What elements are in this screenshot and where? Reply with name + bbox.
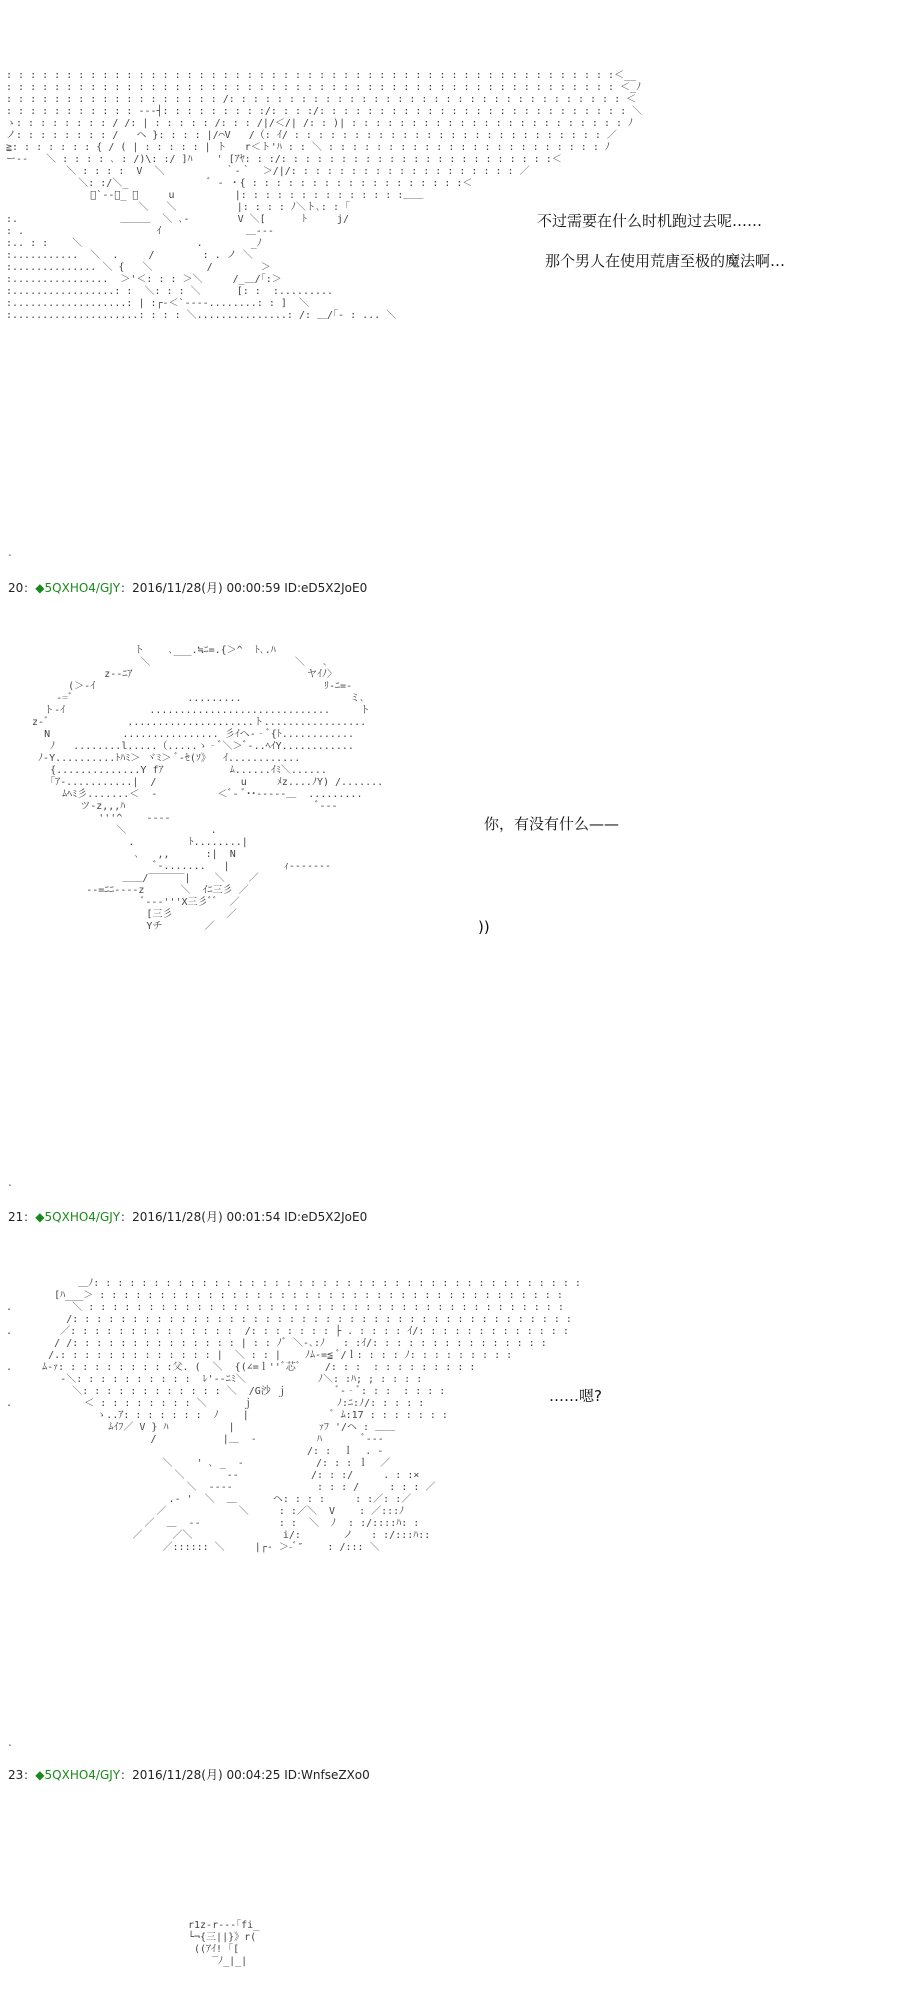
dialogue-line: 那个男人在使用荒唐至极的魔法啊…: [545, 252, 786, 270]
dialogue-line: 你，有没有什么——: [484, 815, 620, 833]
post-header-21: [8, 1209, 367, 1225]
post-meta: ：2016/11/28(月) 00:01:54 ID:eD5X2JoE0: [120, 1210, 368, 1224]
poster-name[interactable]: 5QXHO4/GJY: [44, 1768, 121, 1782]
post-number: 23：: [8, 1768, 36, 1782]
post-header-23: [8, 1767, 370, 1783]
separator-dot: .: [8, 1175, 12, 1189]
dialogue-line: 不过需要在什么时机跑过去呢……: [537, 212, 763, 230]
trip-diamond-icon: ◆: [35, 1768, 45, 1782]
post-number: 20：: [8, 581, 36, 595]
post-meta: ：2016/11/28(月) 00:00:59 ID:eD5X2JoE0: [120, 581, 368, 595]
poster-name[interactable]: 5QXHO4/GJY: [44, 1210, 121, 1224]
trip-diamond-icon: ◆: [35, 581, 45, 595]
separator-dot: .: [8, 1735, 12, 1749]
post-meta: ：2016/11/28(月) 00:04:25 ID:WnfseZXo0: [120, 1768, 370, 1782]
poster-name[interactable]: 5QXHO4/GJY: [44, 581, 121, 595]
post-number: 21：: [8, 1210, 36, 1224]
ascii-art-panel-3: ＿ﾉ: : : : : : : : : : : : : : : : : : : : : : : : : : : : : : : : : : : : : : : : : [ﾊ___＞ : : : : : : : : : : : : : : : : : : : : : : : : : : : : : : : : : : : : : : : . ＼ : : : : : : : : : : : : : : : : : : : : : : : : : : : : : : : : : : : : : : : : /: : : : : : : : : : : : : : : : : : : : : : : : : : : : : : : : : : : : : : : : : : . ／: : : : : : : : : : : : : : /: : : : : : : ├ . : : : : ｲ/: : : : : : : : : : : : : / /: : : : : : : : : : : : : : | : : ﾉﾞ ＼‐､:ﾉ : :ｲ/: : : : : : : : : : : : : : : /.: : : : : : : : : : : : : | ＼ : : | ﾉﾑ‐=≦ ﾞ/ｌ: : : : ﾉ: : : : : : : : : . ﾑ‐ｧ: : : : : : : : : :父. ( ＼ {(∠=ｌ''ﾞ芯ﾞ /: : : : : : : : : : : : ‐＼: : : : : : : : : : ﾚ'‐‐ﾆﾐ＼ ﾉ＼: :ﾊ; ; : : : : ＼: : : : : : : : : : : : ＼ /G沙 ｊ ﾞ‐‐ﾞ: : : : : : : . ＜ : : : : : : : : ＼ ｊ ﾉ:ﾆ:ﾉ/: : : : : ゝ..ｱ: : : : : : : ﾉ | ﾞ ﾑ:17 : : : : : : : ﾑｲﾌ／ V } ﾊ | ｧﾌ '/ヘ : ＿＿ / |＿ - ﾊ ﾞ‐‐‐ /: : ｌ . - ＼ ' ､ _ ‐ /: : : ｌ ／ ＼ ‐‐ /: : :/ . : :× ＼ ‐‐‐‐ : : : / : : : ／ .‐ ' ＼ ＿ ヘ: : : : : :／: :／ ／ ＼ : :／＼ V : ／:::ﾉ ／ ＿ ‐‐ : : ＼ ﾉ : :/::::ﾊ: : ／ ／＼ i/: ノ : :/:::ﾊ:: ／:::::: ＼ |┌‐ ＞-ﾞ″ : /::: ＼: [6, 1278, 581, 1553]
trip-diamond-icon: ◆: [35, 1210, 45, 1224]
post-header-20: [8, 580, 367, 596]
separator-dot: .: [8, 545, 12, 559]
ascii-art-panel-1: : : : : : : : : : : : : : : : : : : : : : : : : : : : : : : : : : : : : : : : : : : : : : : : : : : :＜__ : : : : : : : : : : : : : : : : : : : : : : : : : : : : : : : : : : : : : : : : : : : : : : : : : : : ＜_ﾉ : : : : : : : : : : : : : : : : : : /: : : : : : : : : : : : : : : : : : : : : : : : : : : : : : : : : ＜ : : : : : : : : : : : ---┤: : : : : : : : :/: : : :/: : : : : : : : : : : : : : : : : : : : : : : : : : ＼ ゝ: : : : : : : : / /: | : : : : : /: : : /|/＜/| /: : )| : : : : : : : : : : : : : : : : : : : : : : : ﾉ ノ: : : : : : : : / ヘ }: : : : |/⌒V /（: ｲ/ : : : : : : : : : : : : : : : : : : : : : : : : : : ／ ≧: : : : : : : { / ( | : : : : : | ト r＜ト'ﾊ : : ＼ : : : : : : : : : : : : : : : : : : : : : : : ﾉ ー-- ＼ : : : : ､ : /)\: :/ ]ﾊ ' [ｱﾔ: : :/: : : : : : : : : : : : : : : : : : : : : : :＜ ＼ : : : : V ＼ ｀‐｀ ＞/|/: : : : : : : : : : : : : : : : : : : ／ ＼: :/＼_ ﾞ ‐ ・{ : : : : : : : : : : : : : : : : : :＜ ﾞ`‐-､_ ＼ u |: : : : : : : : : : : : : :＿＿ ＼ ＼ |: : : : ﾉ＼ト､: : ｢ :. ＿＿＿ ＼ ､- V ＼[ ﾄ j/ : . ｲ ＿--‐ :.. : : ＼ . _ﾉ :........... ＼ . / : . ノ ＼ :.............. ＼ { ＼ / ＞ :................ ＞'＜: : : ＞＼ /_＿/｢:＞ :.................: : ＼: : : ＼ [: : :......... :...................: | :┌‐＜`‐‐‐‐........: : ] ＼ :.....................: : : : ＼...............: /: ＿/｢- : ... ＼: [6, 70, 643, 321]
dialogue-line: ……嗯?: [549, 1387, 602, 1405]
ascii-art-panel-4: r1z-r‐‐‐｢fi_ └¬{三||}》r( ((ｱｲ! ｢[ ‾ﾉ_|_|: [188, 1920, 260, 1967]
dialogue-line: )): [478, 918, 490, 936]
ascii-art-panel-2: ト ､___.≒ﾆ=.{＞^ ﾄ､.ﾊ ＼ ＼ ､ z‐‐ﾆｱ ヤｲﾉ〉 (＞-ｲ ﾘ-ﾆ=- -=ﾞ ......... ミ､ ト‐ｲ .............................. ト z-ﾞ .....................ト................. N ................ 彡ｲへ-‐ﾞ{ﾄ............ ﾉ ........l.....（.....ゝ‐ﾞ＼＞ﾞ‐..ﾍｲY............ ﾉ‐Y..........ﾄﾊﾐ＞ ヾﾐ＞ ﾞ‐ｾ(ｿ》 ｲ............ {..............Y fｱ ﾑ......ｲﾐ＼...... ｢ｱ‐...........| / u ﾒz....ﾉY) /....... ﾑﾍﾐ彡.......＜ - ＜ﾞ‐ ﾞ･･‐‐‐--＿ ......... ツ-z,,,ﾊ ﾞ‐‐- '''^ -‐‐- ＼ . . ﾄ........| ､ ,, :| N ﾞ‐....... | ｨ‐‐‐‐‐‐‐ ＿＿/‾‾‾‾‾‾| ＼ ／ --=ﾆﾆ‐‐‐‐z ＼ ｲﾆ三彡 ／ ﾞ‐‐‐'''X三彡ﾞﾞ ／ [三彡 ／ Yチ ／: [32, 645, 384, 932]
